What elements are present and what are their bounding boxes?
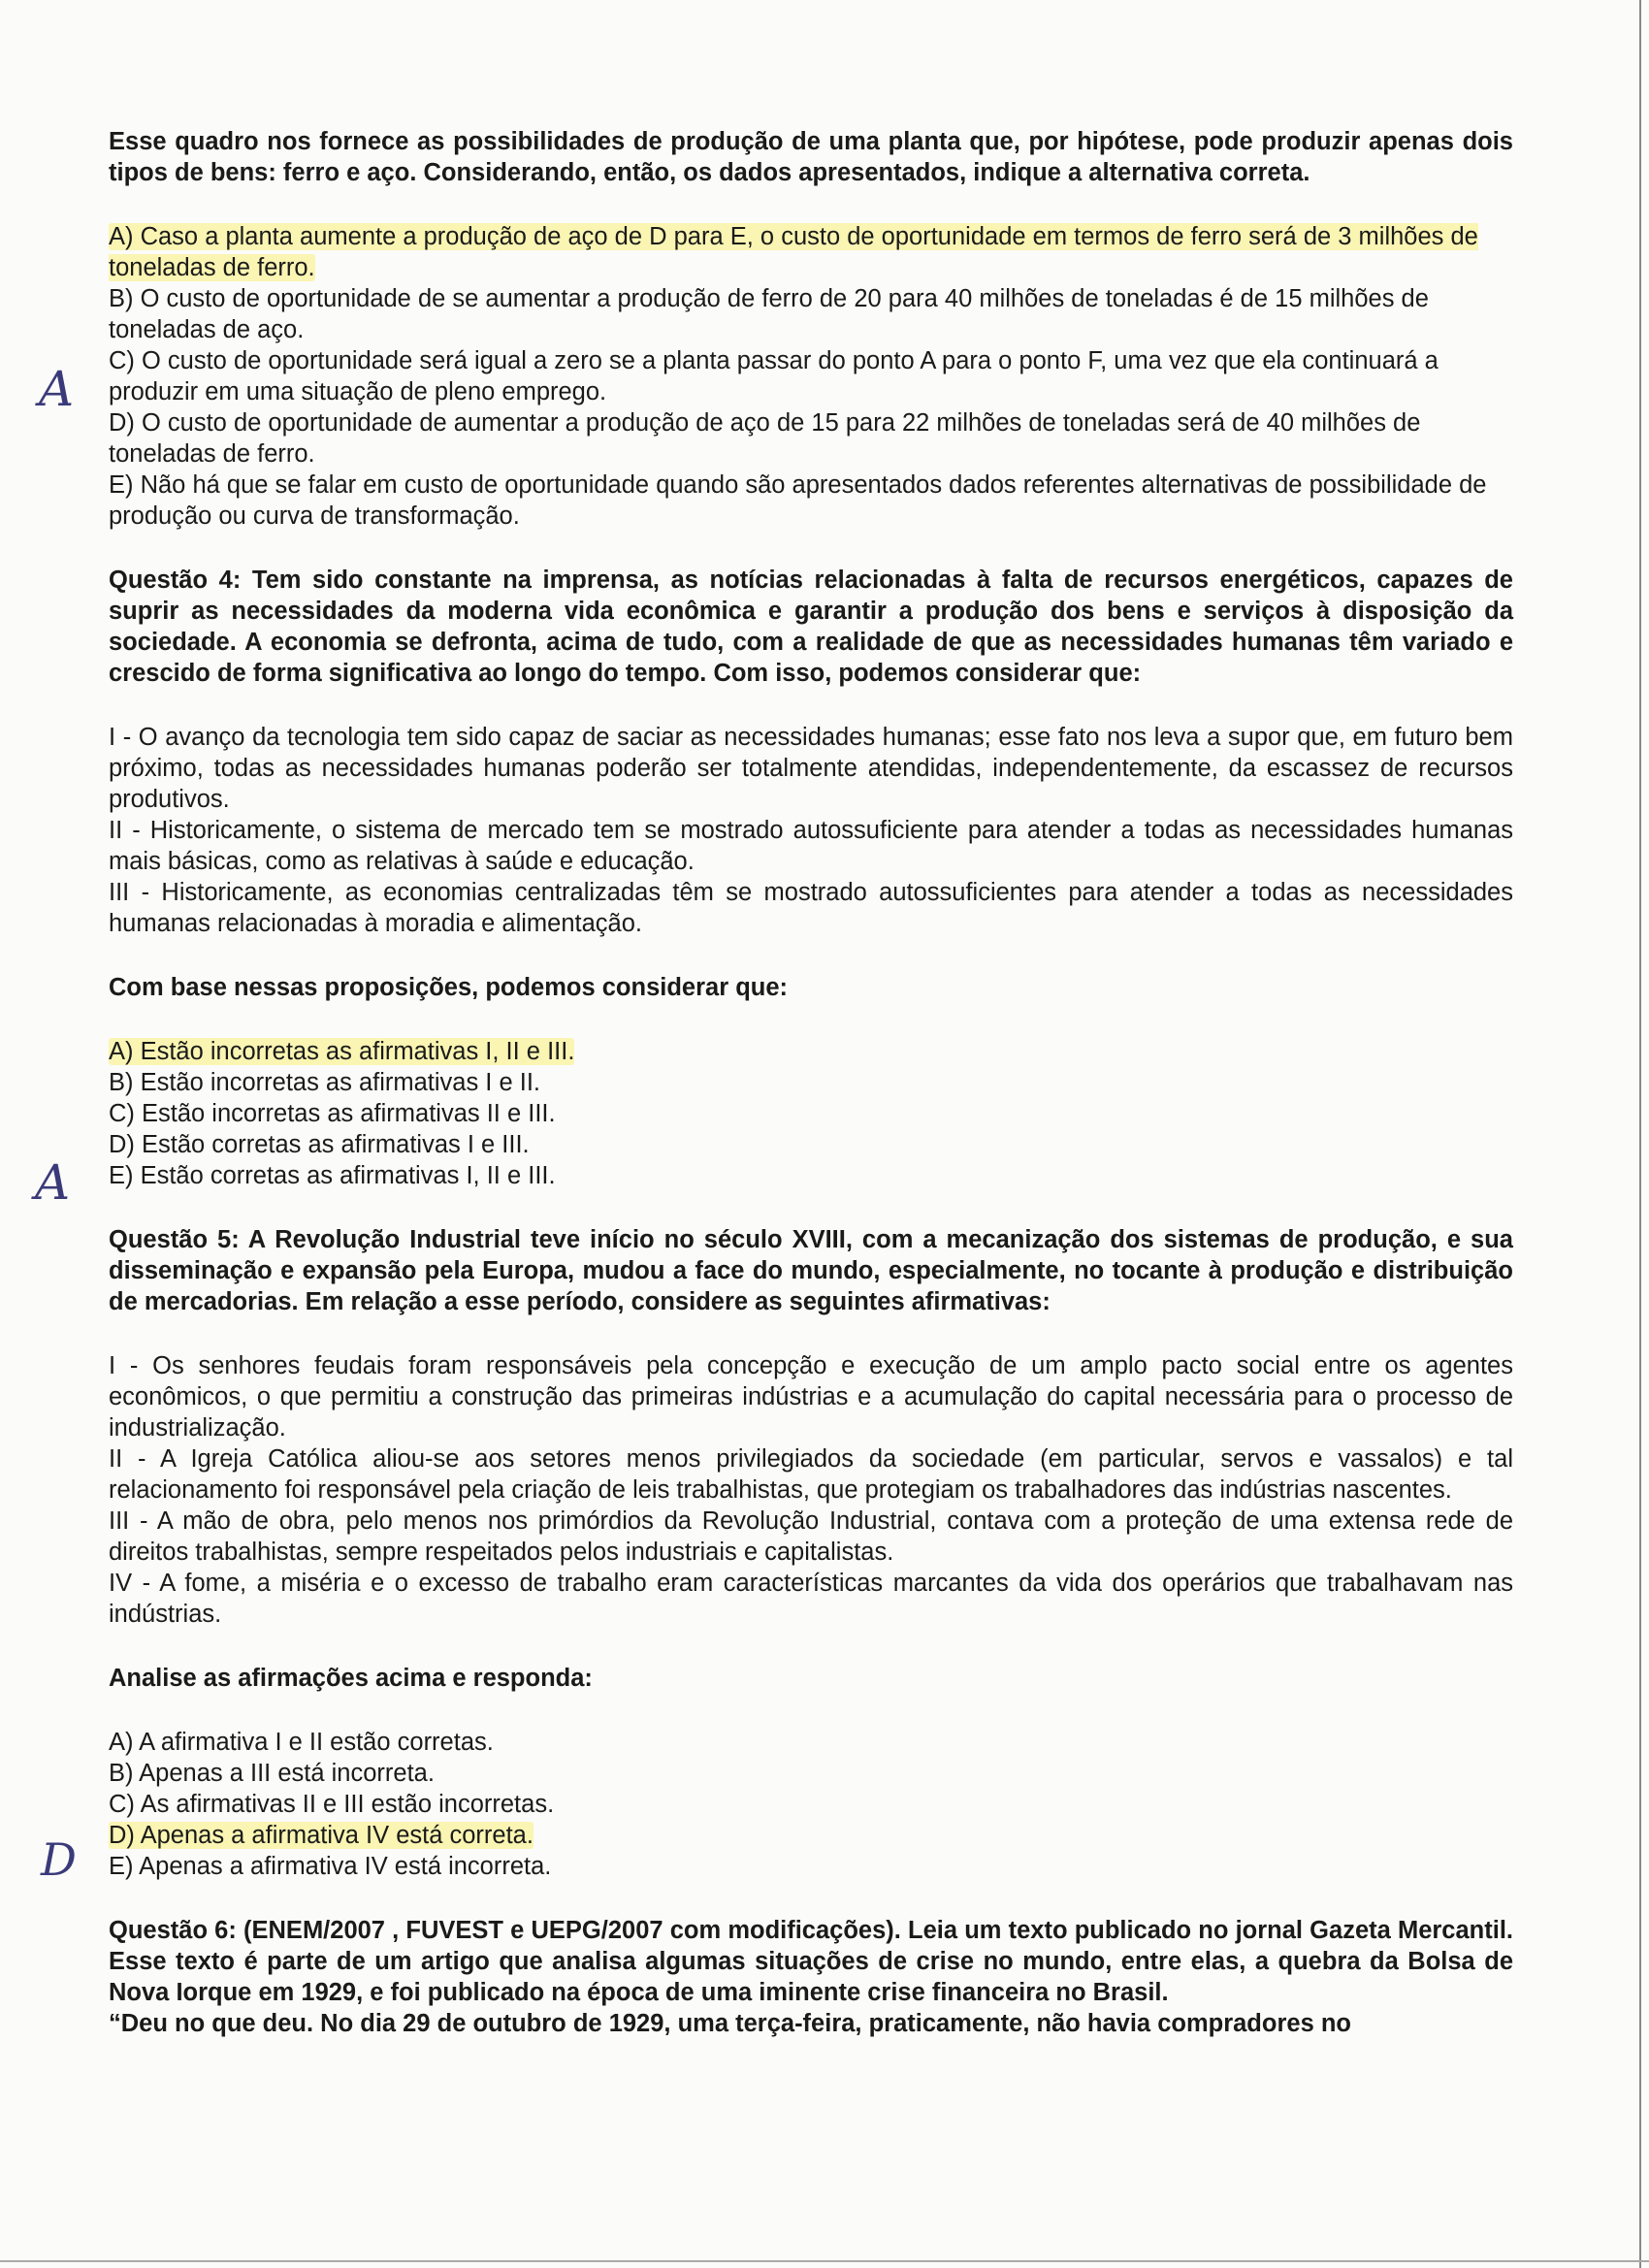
q4-option-a-text: A) Estão incorretas as afirmativas I, II e III. bbox=[109, 1038, 575, 1065]
q5-statement-3: III - A mão de obra, pelo menos nos primórdios da Revolução Industrial, contava com a proteção de uma extensa rede de direitos trabalhistas, sempre respeitados pelos industriais e capitalistas. bbox=[109, 1507, 1513, 1566]
q3-option-c: C) O custo de oportunidade será igual a zero se a planta passar do ponto A para o ponto F, uma vez que ela continuará a produzir em uma situação de pleno emprego. bbox=[109, 347, 1439, 405]
document-body bbox=[109, 126, 1513, 2039]
q5-option-c: C) As afirmativas II e III estão incorretas. bbox=[109, 1791, 555, 1818]
q4-statement-2: II - Historicamente, o sistema de mercado tem se mostrado autossuficiente para atender a todas as necessidades humanas mais básicas, como as relativas à saúde e educação. bbox=[109, 817, 1513, 875]
q4-heading: Questão 4: Tem sido constante na imprensa, as notícias relacionadas à falta de recursos energéticos, capazes de suprir as necessidades da moderna vida econômica e garantir a produção dos bens e serviços à disposição da sociedade. A economia se defronta, acima de tudo, com a realidade de que as necessidades humanas têm variado e crescido de forma significativa ao longo do tempo. Com isso, podemos considerar que: bbox=[109, 567, 1513, 687]
q5-prompt: Analise as afirmações acima e responda: bbox=[109, 1665, 593, 1692]
q5-option-d bbox=[109, 1820, 1513, 1851]
q3-option-a-text: A) Caso a planta aumente a produção de aço de D para E, o custo de oportunidade em termos de ferro será de 3 milhões de toneladas de ferro. bbox=[109, 223, 1478, 281]
q3-intro: Esse quadro nos fornece as possibilidades de produção de uma planta que, por hipótese, pode produzir apenas dois tipos de bens: ferro e aço. Considerando, então, os dados apresentados, indique a alternativa correta. bbox=[109, 128, 1513, 186]
q5-option-b: B) Apenas a III está incorreta. bbox=[109, 1760, 435, 1787]
q5-option-a: A) A afirmativa I e II estão corretas. bbox=[109, 1729, 494, 1756]
q4-option-e: E) Estão corretas as afirmativas I, II e III. bbox=[109, 1162, 556, 1189]
q4-option-a bbox=[109, 1036, 1513, 1067]
q5-option-d-text: D) Apenas a afirmativa IV está correta. bbox=[109, 1822, 534, 1849]
q4-option-b: B) Estão incorretas as afirmativas I e II. bbox=[109, 1069, 540, 1096]
scan-edge-bottom bbox=[0, 2260, 1649, 2262]
scan-edge-right bbox=[1639, 0, 1641, 2268]
q5-statement-2: II - A Igreja Católica aliou-se aos setores menos privilegiados da sociedade (em particular, servos e vassalos) e tal relacionamento foi responsável pela criação de leis trabalhistas, que protegiam os trabalhadores das indústrias nascentes. bbox=[109, 1445, 1513, 1504]
handwritten-answer-q3: A bbox=[39, 361, 75, 417]
q5-statement-1: I - Os senhores feudais foram responsáveis pela concepção e execução de um amplo pacto social entre os agentes econômicos, o que permitiu a construção das primeiras indústrias e a acumulação do capital necessária para o processo de industrialização. bbox=[109, 1352, 1513, 1442]
q4-option-d: D) Estão corretas as afirmativas I e III. bbox=[109, 1131, 530, 1158]
q6-quote: “Deu no que deu. No dia 29 de outubro de 1929, uma terça-feira, praticamente, não havia compradores no bbox=[109, 2010, 1351, 2037]
handwritten-answer-q4: A bbox=[35, 1154, 71, 1211]
q3-option-a bbox=[109, 221, 1513, 283]
q3-option-e: E) Não há que se falar em custo de oportunidade quando são apresentados dados referentes alternativas de possibilidade de produção ou curva de transformação. bbox=[109, 471, 1487, 530]
q3-option-b: B) O custo de oportunidade de se aumentar a produção de ferro de 20 para 40 milhões de toneladas é de 15 milhões de toneladas de aço. bbox=[109, 285, 1429, 343]
handwritten-answer-q5: D bbox=[41, 1833, 77, 1886]
q3-option-d: D) O custo de oportunidade de aumentar a produção de aço de 15 para 22 milhões de toneladas será de 40 milhões de toneladas de ferro. bbox=[109, 409, 1421, 468]
q5-option-e: E) Apenas a afirmativa IV está incorreta. bbox=[109, 1853, 552, 1880]
q6-heading: Questão 6: (ENEM/2007 , FUVEST e UEPG/2007 com modificações). Leia um texto publicado no jornal Gazeta Mercantil. Esse texto é parte de um artigo que analisa algumas situações de crise no mundo, entre elas, a quebra da Bolsa de Nova Iorque em 1929, e foi publicado na época de uma iminente crise financeira no Brasil. bbox=[109, 1917, 1513, 2006]
q4-option-c: C) Estão incorretas as afirmativas II e III. bbox=[109, 1100, 556, 1127]
q4-statement-1: I - O avanço da tecnologia tem sido capaz de saciar as necessidades humanas; esse fato nos leva a supor que, em futuro bem próximo, todas as necessidades humanas poderão ser totalmente atendidas, independentemente, da escassez de recursos produtivos. bbox=[109, 724, 1513, 813]
q4-prompt: Com base nessas proposições, podemos considerar que: bbox=[109, 974, 789, 1001]
q5-heading: Questão 5: A Revolução Industrial teve início no século XVIII, com a mecanização dos sistemas de produção, e sua disseminação e expansão pela Europa, mudou a face do mundo, especialmente, no tocante à produção e distribuição de mercadorias. Em relação a esse período, considere as seguintes afirmativas: bbox=[109, 1226, 1513, 1315]
q4-statement-3: III - Historicamente, as economias centralizadas têm se mostrado autossuficientes para atender a todas as necessidades humanas relacionadas à moradia e alimentação. bbox=[109, 879, 1513, 937]
q5-statement-4: IV - A fome, a miséria e o excesso de trabalho eram características marcantes da vida dos operários que trabalhavam nas indústrias. bbox=[109, 1570, 1513, 1628]
